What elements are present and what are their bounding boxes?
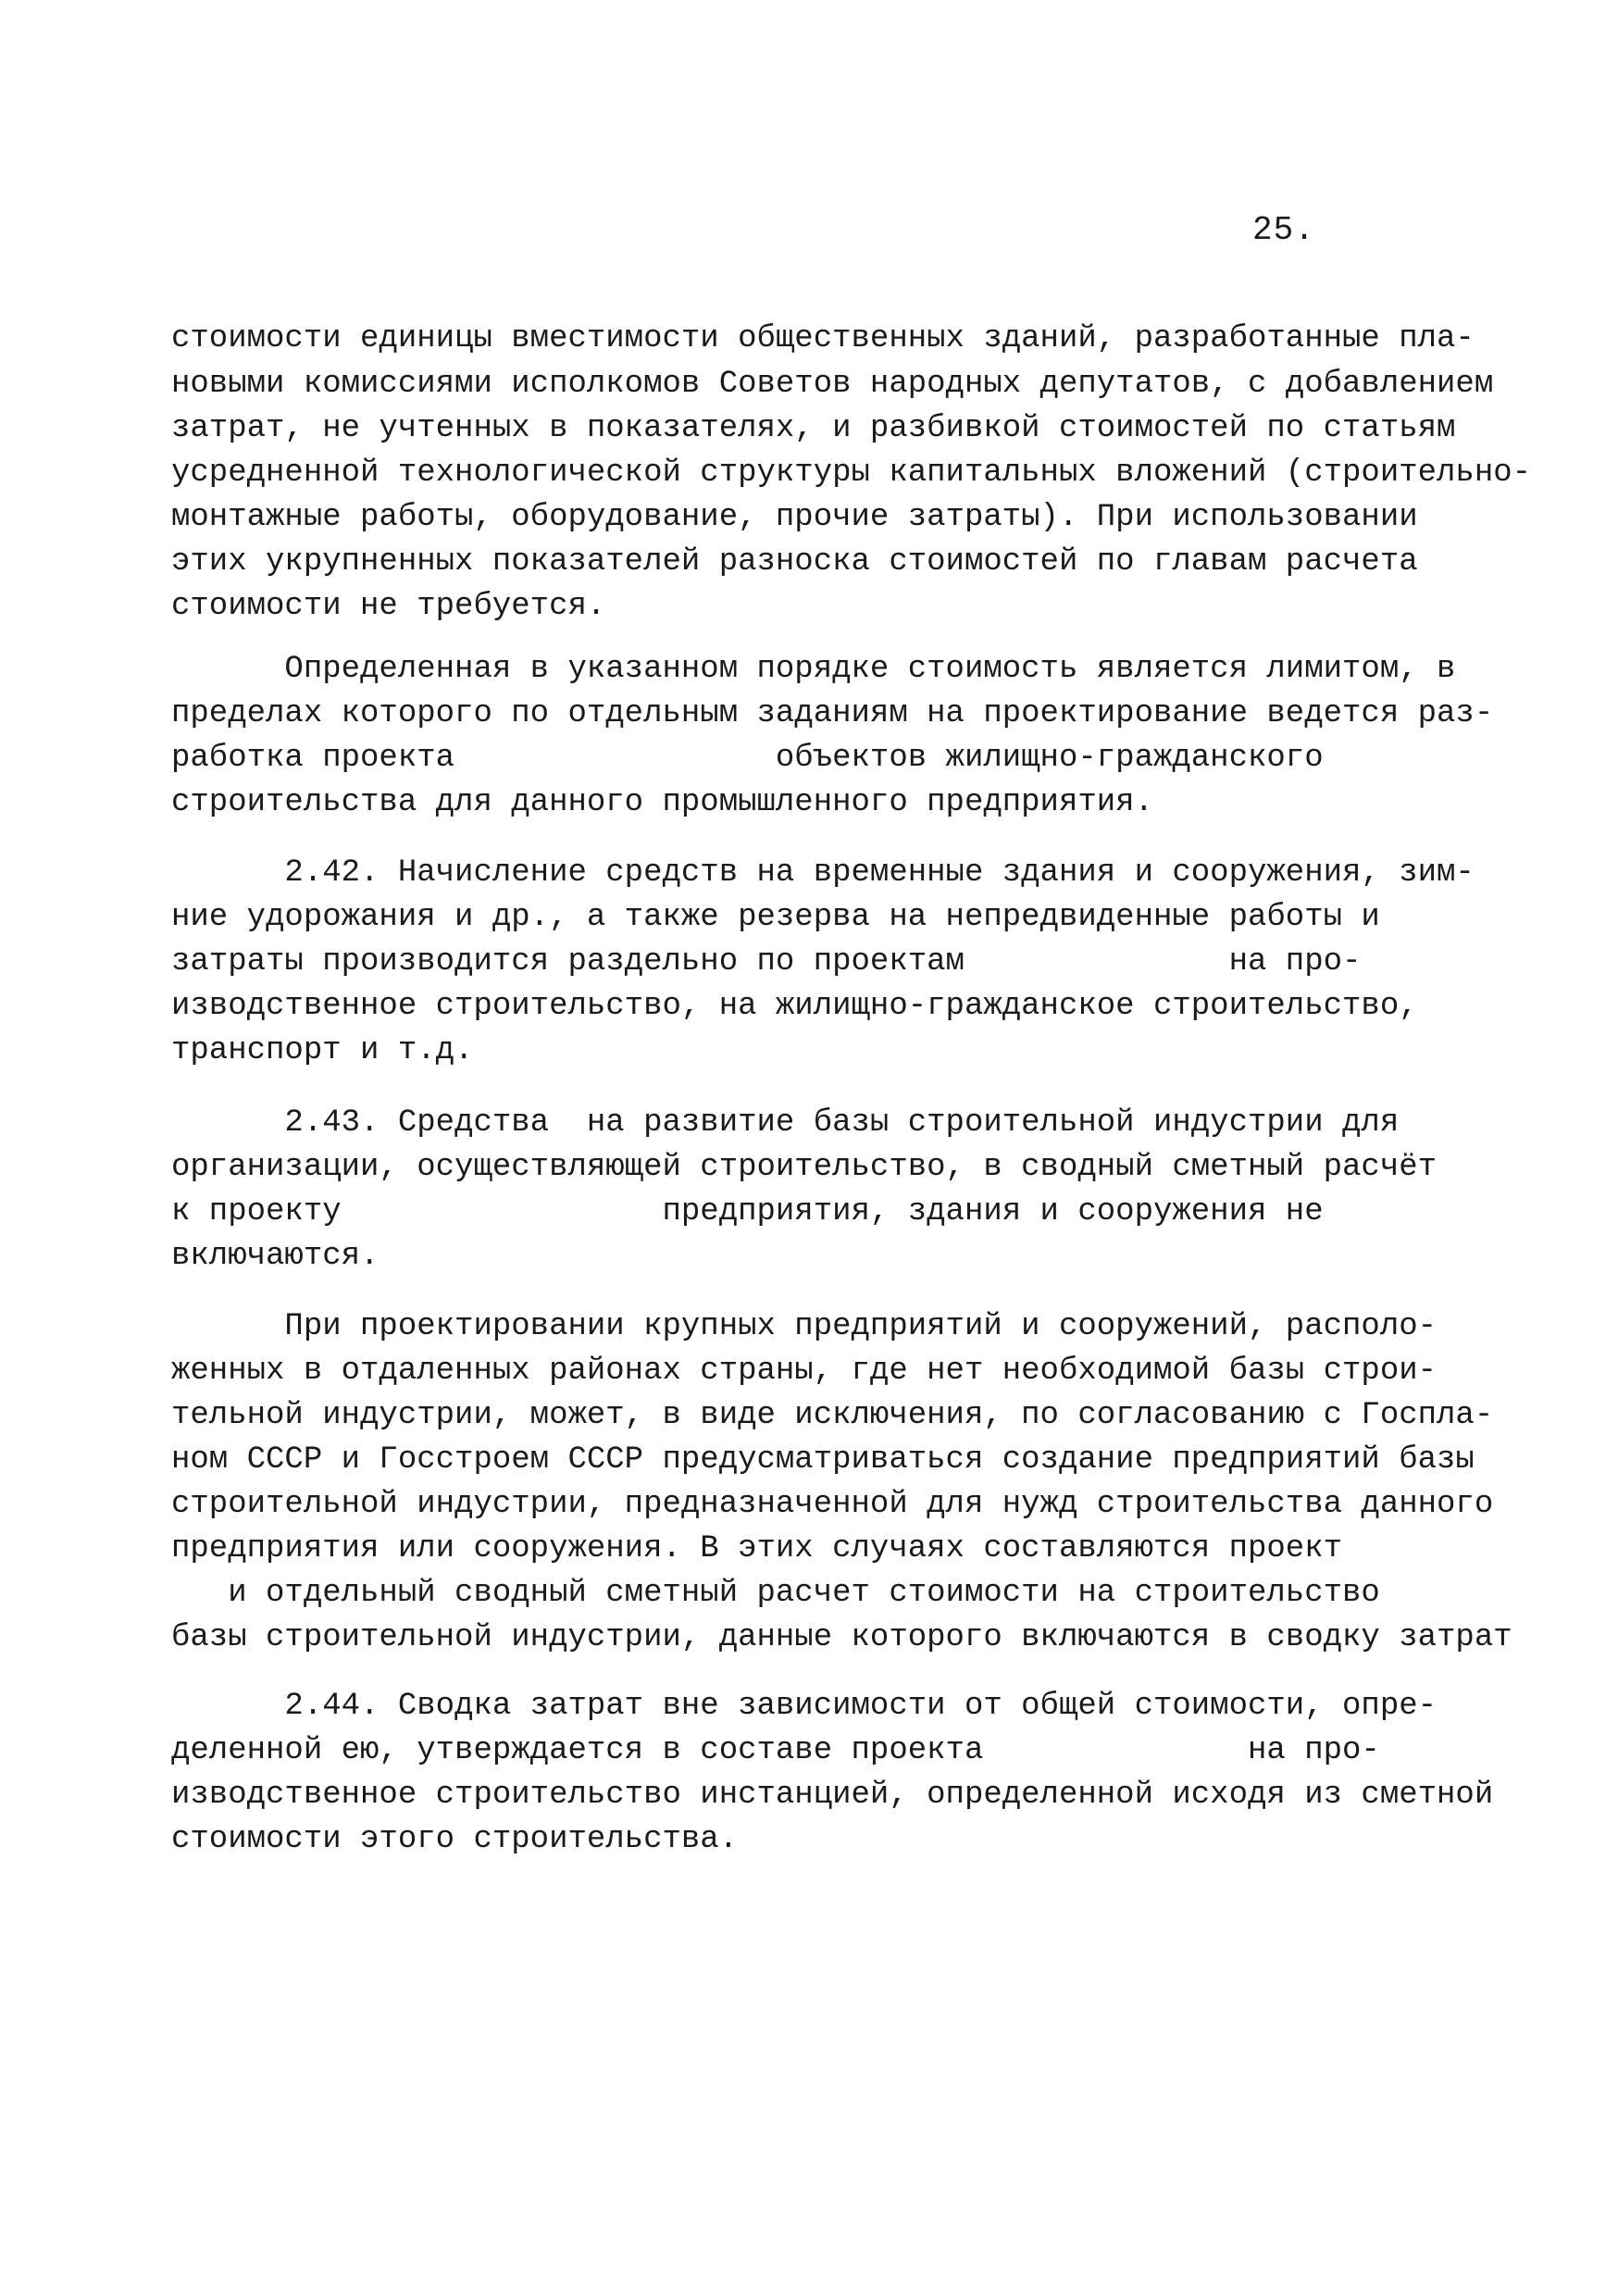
text-line: 2.44. Сводка затрат вне зависимости от общей стоимости, опре- bbox=[171, 1689, 1438, 1724]
text-line: усредненной технологической структуры капитальных вложений (строительно- bbox=[171, 455, 1532, 491]
text-line: Определенная в указанном порядке стоимость является лимитом, в bbox=[171, 652, 1456, 687]
text-line: изводственное строительство инстанцией, определенной исходя из сметной bbox=[171, 1778, 1494, 1813]
text-line: При проектировании крупных предприятий и сооружений, располо- bbox=[171, 1309, 1438, 1344]
text-line: строительной индустрии, предназначенной для нужд строительства данного bbox=[171, 1487, 1494, 1522]
text-line: организации, осуществляющей строительство, в сводный сметный расчёт bbox=[171, 1150, 1438, 1185]
text-line: базы строительной индустрии, данные которого включаются в сводку затрат bbox=[171, 1620, 1512, 1655]
text-line: этих укрупненных показателей разноска стоимостей по главам расчета bbox=[171, 544, 1418, 580]
text-line: затрат, не учтенных в показателях, и разбивкой стоимостей по статьям bbox=[171, 411, 1456, 446]
text-line: ние удорожания и др., а также резерва на непредвиденные работы и bbox=[171, 900, 1380, 935]
text-line: стоимости единицы вместимости общественных зданий, разработанные пла- bbox=[171, 321, 1475, 356]
text-line: стоимости этого строительства. bbox=[171, 1822, 739, 1857]
text-line: стоимости не требуется. bbox=[171, 589, 606, 624]
text-line: транспорт и т.д. bbox=[171, 1033, 474, 1068]
text-line: пределах которого по отдельным заданиям на проектирование ведется раз- bbox=[171, 696, 1494, 731]
text-line: затраты производится раздельно по проектам на про- bbox=[171, 944, 1362, 980]
text-line: предприятия или сооружения. В этих случаях составляются проект bbox=[171, 1531, 1343, 1566]
text-line: работка проекта объектов жилищно-гражданского bbox=[171, 741, 1324, 776]
text-line: ном СССР и Госстроем СССР предусматриваться создание предприятий базы bbox=[171, 1442, 1475, 1478]
text-line: новыми комиссиями исполкомов Советов народных депутатов, с добавлением bbox=[171, 367, 1494, 402]
text-line: монтажные работы, оборудование, прочие затраты). При использовании bbox=[171, 500, 1418, 535]
page-number: 25. bbox=[1252, 211, 1315, 249]
text-line: изводственное строительство, на жилищно-гражданское строительство, bbox=[171, 989, 1418, 1024]
text-line: строительства для данного промышленного предприятия. bbox=[171, 785, 1153, 820]
text-line: 2.42. Начисление средств на временные здания и сооружения, зим- bbox=[171, 855, 1475, 891]
text-line: деленной ею, утверждается в составе проекта на про- bbox=[171, 1733, 1380, 1768]
text-line: 2.43. Средства на развитие базы строительной индустрии для bbox=[171, 1105, 1400, 1141]
text-line: к проекту предприятия, здания и сооружения не bbox=[171, 1194, 1324, 1229]
text-line: включаются. bbox=[171, 1239, 380, 1274]
text-line: и отдельный сводный сметный расчет стоимости на строительство bbox=[171, 1576, 1380, 1611]
text-line: женных в отдаленных районах страны, где нет необходимой базы строи- bbox=[171, 1354, 1438, 1389]
text-line: тельной индустрии, может, в виде исключения, по согласованию с Госпла- bbox=[171, 1398, 1494, 1433]
